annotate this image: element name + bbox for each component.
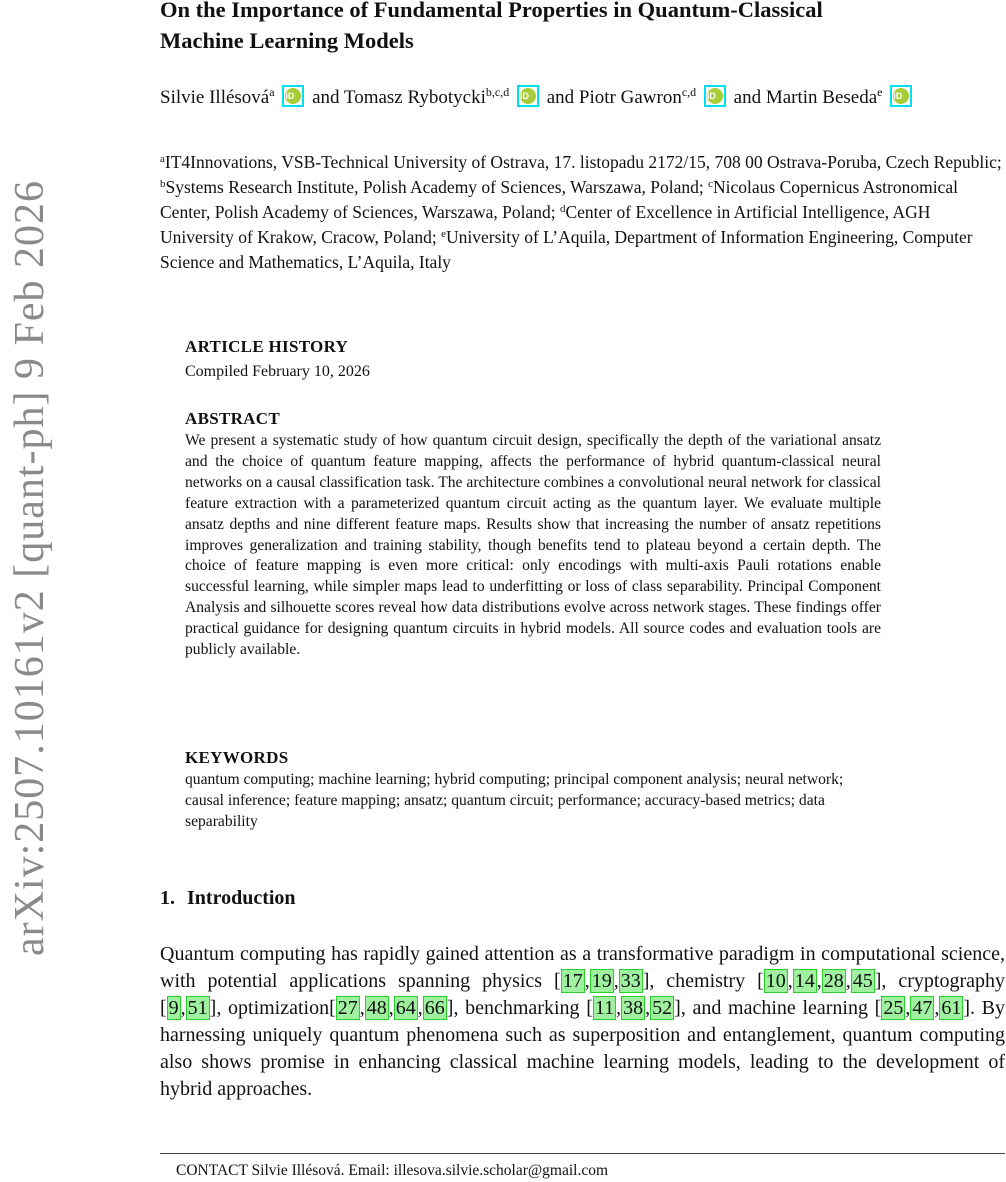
and-word: and — [733, 87, 762, 108]
citation-link[interactable]: 48 — [366, 997, 387, 1019]
author-name: Tomasz Rybotycki — [343, 87, 486, 108]
orcid-icon[interactable] — [890, 85, 912, 107]
affil-sup: d — [559, 203, 566, 215]
citation-link[interactable]: 45 — [852, 970, 873, 992]
citation-link[interactable]: 11 — [594, 997, 615, 1019]
author-name: Martin Beseda — [765, 87, 878, 108]
title-line-1: On the Importance of Fundamental Properties in Quantum-Classical — [160, 0, 823, 22]
contact-footnote: CONTACT Silvie Illésová. Email: illesova.silvie.scholar@gmail.com — [176, 1162, 609, 1179]
citation-link[interactable]: 27 — [337, 997, 358, 1019]
intro-text: , chemistry — [649, 970, 758, 992]
citation-link[interactable]: 9 — [168, 997, 179, 1019]
orcid-icon[interactable] — [704, 85, 726, 107]
affiliations — [160, 150, 1005, 275]
citation-link[interactable]: 47 — [912, 997, 933, 1019]
citation-link[interactable]: 25 — [883, 997, 904, 1019]
citation-link[interactable]: 28 — [823, 970, 844, 992]
title-line-2: Machine Learning Models — [160, 28, 414, 53]
keywords-heading: KEYWORDS — [185, 748, 289, 767]
section-title: Introduction — [187, 887, 296, 909]
section-number: 1. — [160, 887, 175, 909]
citation-link[interactable]: 17 — [562, 970, 583, 992]
affil-text: Center of Excellence in Artificial Intelligence, AGH University of Krakow, Cracow, Poland; — [160, 202, 931, 247]
affil-sup: a — [160, 153, 165, 165]
intro-text: . By harnessing uniquely quantum phenomena such as superposition and entanglement, quantum computing also shows promise in enhancing classical machine learning models, leading to the development of hybrid approaches. — [160, 997, 1005, 1100]
orcid-icon[interactable] — [282, 85, 304, 107]
author-list — [160, 84, 1005, 112]
author-name: Piotr Gawron — [578, 87, 682, 108]
citation-link[interactable]: 33 — [620, 970, 641, 992]
citation-link[interactable]: 51 — [187, 997, 208, 1019]
introduction-paragraph: Quantum computing has rapidly gained attention as a transformative paradigm in computational science, with potential applications spanning physics [ 17 , 19 , 33 ], chemistry [ 10 , 14 , 28 , 45 ], cryptography [ 9 , 51 ], optimization[ 27 , 48 , 64 , 66 ], benchmarking [ 11 , 38 , 52 ], and machine learning [ 25 , 47 , 61 ]. By harnessing uniquely quantum phenomena such as superposition and entanglement, quantum computing also shows promise in enhancing classical machine learning models, leading to the development of hybrid approaches. — [160, 943, 1005, 1100]
abstract-text: We present a systematic study of how quantum circuit design, specifically the depth of the variational ansatz and the choice of quantum feature mapping, affects the performance of hybrid quantum-classical neural networks on a causal classification task. The architecture combines a convolutional neural network for classical feature extraction with a parameterized quantum circuit acting as the quantum layer. We evaluate multiple ansatz depths and nine different feature maps. Results show that increasing the number of ansatz repetitions improves generalization and training stability, though benefits tend to plateau beyond a certain depth. The choice of feature mapping is even more critical: only encodings with multi-axis Pauli rotations enable successful learning, while simpler maps lead to underfitting or loss of class separability. Principal Component Analysis and silhouette scores reveal how data distributions evolve across network stages. These findings offer practical guidance for designing quantum circuits in hybrid models. All source codes and evaluation tools are publicly available. — [185, 432, 881, 659]
citation-link[interactable]: 52 — [652, 997, 673, 1019]
citation-link[interactable]: 61 — [941, 997, 962, 1019]
author-affil-sup: b,c,d — [485, 85, 510, 99]
citation-link[interactable]: 66 — [424, 997, 445, 1019]
author-affil-sup: a — [269, 85, 275, 99]
affil-sup: c — [708, 178, 713, 190]
affil-sup: e — [441, 228, 446, 240]
compiled-date: Compiled February 10, 2026 — [185, 363, 370, 380]
article-history-heading: ARTICLE HISTORY — [185, 337, 349, 356]
abstract-heading: ABSTRACT — [185, 409, 280, 428]
citation-link[interactable]: 38 — [623, 997, 644, 1019]
affil-text: University of L’Aquila, Department of Information Engineering, Computer Science and Mathematics, L’Aquila, Italy — [160, 227, 973, 272]
and-word: and — [312, 87, 340, 108]
intro-text: , optimization — [216, 997, 330, 1019]
citation-link[interactable]: 10 — [765, 970, 786, 992]
author-affil-sup: e — [877, 85, 883, 99]
paper-title — [160, 0, 1005, 56]
arxiv-sidebar-stamp: arXiv:2507.10161v2 [quant-ph] 9 Feb 2026 — [7, 179, 53, 957]
intro-text: Quantum computing has rapidly gained attention as a transformative paradigm in computational science, with potential applications spanning physics — [160, 943, 1005, 992]
and-word: and — [546, 87, 575, 108]
keywords-text: quantum computing; machine learning; hybrid computing; principal component analysis; neural network; causal inference; feature mapping; ansatz; quantum circuit; performance; accuracy-based metrics; data separability — [185, 771, 844, 830]
intro-text: , cryptography — [881, 970, 1005, 992]
affil-text: Nicolaus Copernicus Astronomical Center, Polish Academy of Sciences, Warszawa, Poland; — [160, 177, 958, 222]
citation-link[interactable]: 19 — [591, 970, 612, 992]
affil-text: Systems Research Institute, Polish Academy of Sciences, Warszawa, Poland; — [165, 177, 704, 197]
author-name: Silvie Illésová — [160, 87, 270, 108]
intro-text: , and machine learning — [680, 997, 875, 1019]
author-affil-sup: c,d — [681, 85, 697, 99]
intro-text: , benchmarking — [453, 997, 587, 1019]
citation-link[interactable]: 14 — [794, 970, 815, 992]
affil-text: IT4Innovations, VSB-Technical University of Ostrava, 17. listopadu 2172/15, 708 00 Ostrava-Poruba, Czech Republic; — [164, 152, 1002, 172]
section-heading-introduction — [160, 887, 296, 910]
footnote-divider — [160, 1153, 1005, 1154]
orcid-icon[interactable] — [517, 85, 539, 107]
citation-link[interactable]: 64 — [395, 997, 416, 1019]
affil-sup: b — [160, 178, 166, 190]
